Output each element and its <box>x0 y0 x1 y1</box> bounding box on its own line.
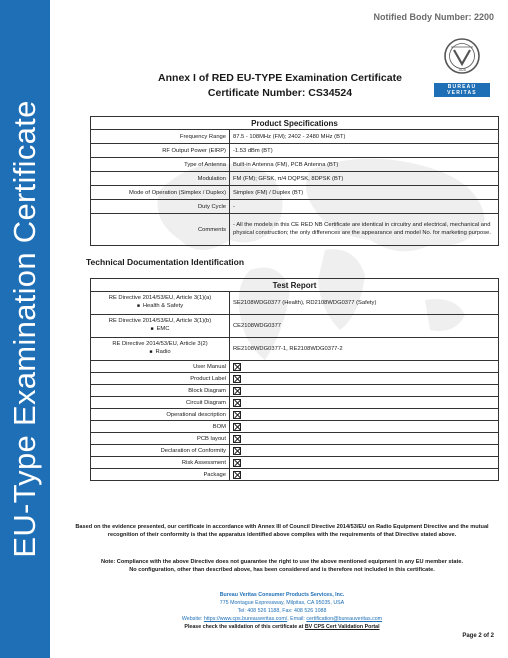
product-specifications-heading: Product Specifications <box>91 117 499 130</box>
validation-portal-link[interactable]: BV CPS Cert Validation Portal <box>304 623 380 630</box>
directive-cell <box>91 292 230 315</box>
checked-box-icon <box>233 411 241 419</box>
table-row <box>91 457 499 469</box>
notified-body-number: Notified Body Number: 2200 <box>373 12 494 22</box>
conformity-statement <box>62 523 502 539</box>
footer: Bureau Veritas Consumer Products Services, Inc. 775 Montague Expressway, Milpitas, CA 95035, USA Tel: 408 526 1188, Fax: 408 526 1088 Website: https://www.cps.bureauveritas.com/, Email: certification@bureauveritas.com Please check the validation of this certificate at BV CPS Cert Validation Portal <box>62 592 502 632</box>
checked-box-icon <box>233 459 241 467</box>
table-row <box>91 445 499 457</box>
spec-label: Type of Antenna <box>91 158 230 172</box>
compliance-note <box>62 558 502 574</box>
website-label: Website: <box>181 615 203 622</box>
table-row <box>91 385 499 397</box>
table-row <box>91 373 499 385</box>
spec-value: Simplex (FM) / Duplex (BT) <box>230 186 499 200</box>
website-link[interactable]: https://www.cps.bureauveritas.com/ <box>203 615 288 622</box>
bullet-icon: ■ <box>136 303 140 309</box>
side-title: EU-Type Examination Certificate <box>7 100 42 558</box>
spec-value: FM (FM); GFSK, π/4 DQPSK, 8DPSK (BT) <box>230 172 499 186</box>
directive-text: RE Directive 2014/53/EU, Article 3(1)(a) <box>108 295 212 302</box>
technical-documentation-heading: Technical Documentation Identification <box>86 257 245 267</box>
company-name: Bureau Veritas Consumer Products Services, Inc. <box>219 592 345 598</box>
table-row <box>91 172 499 186</box>
checked-box-icon <box>233 471 241 479</box>
certificate-number: Certificate Number: CS34524 <box>207 87 353 99</box>
email-link[interactable]: certification@bureauveritas.com <box>306 615 383 622</box>
report-number: CE2108WDG0377 <box>230 315 499 338</box>
document-label: Risk Assessment <box>91 457 230 469</box>
table-row <box>91 338 499 361</box>
table-row <box>91 361 499 373</box>
table-row <box>91 292 499 315</box>
document-label: Block Diagram <box>91 385 230 397</box>
directive-scope: Radio <box>155 349 171 355</box>
document-label: PCB layout <box>91 433 230 445</box>
document-label: BOM <box>91 421 230 433</box>
conformity-line: Based on the evidence presented, our certificate in accordance with Annex III of Council Directive 2014/53/EU on Radio Equipment Directive and the mutual <box>75 524 489 530</box>
spec-label: Duty Cycle <box>91 200 230 214</box>
table-row <box>91 397 499 409</box>
table-row <box>91 315 499 338</box>
table-row <box>91 158 499 172</box>
note-line: No configuration, other than described above, has been considered and is therefore not included in this certificate. <box>129 567 435 574</box>
spec-value: 87.5 - 108MHz (FM); 2402 - 2480 MHz (BT) <box>230 130 499 144</box>
checked-box-icon <box>233 387 241 395</box>
product-specifications-table <box>90 116 499 246</box>
document-label: User Manual <box>91 361 230 373</box>
checked-box-icon <box>233 423 241 431</box>
report-number: RE2108WDG0377-1, RE2108WDG0377-2 <box>230 338 499 361</box>
document-label: Operational description <box>91 409 230 421</box>
table-row <box>91 130 499 144</box>
document-label: Package <box>91 469 230 481</box>
table-row <box>91 186 499 200</box>
directive-text: RE Directive 2014/53/EU, Article 3(2) <box>112 341 208 348</box>
annex-title: Annex I of RED EU-TYPE Examination Certificate <box>158 72 402 84</box>
email-label: Email: <box>290 615 305 622</box>
directive-cell <box>91 338 230 361</box>
page-number: Page 2 of 2 <box>462 633 494 639</box>
test-report-table <box>90 278 499 481</box>
spec-label: RF Output Power (EIRP) <box>91 144 230 158</box>
company-address: 775 Montague Expressway, Milpitas, CA 95035, USA <box>219 599 345 606</box>
spec-value: - All the models in this CE RED NB Certificate are identical in circuitry and electrical, mechanical and physical construction; the only differences are the appearance and model No. for marketing purpose. <box>230 214 499 246</box>
spec-label: Frequency Range <box>91 130 230 144</box>
bullet-icon: ■ <box>150 326 154 332</box>
note-line: Note: Compliance with the above Directive does not guarantee the right to use the above mentioned equipment in any EU member state. <box>100 559 464 565</box>
table-row <box>91 144 499 158</box>
checked-box-icon <box>233 435 241 443</box>
checked-box-icon <box>233 363 241 371</box>
directive-scope: Health & Safety <box>142 303 184 309</box>
document-label: Declaration of Conformity <box>91 445 230 457</box>
report-number: SE2108WDG0377 (Health), RD2108WDG0377 (Safety) <box>230 292 499 315</box>
validation-text: Please check the validation of this certificate at <box>184 623 304 630</box>
table-row <box>91 421 499 433</box>
spec-value: -1.53 dBm (BT) <box>230 144 499 158</box>
document-label: Product Label <box>91 373 230 385</box>
spec-label: Mode of Operation (Simplex / Duplex) <box>91 186 230 200</box>
spec-label: Comments <box>91 214 230 246</box>
logo-year: 1828 <box>458 68 466 72</box>
table-row <box>91 214 499 246</box>
checked-box-icon <box>233 399 241 407</box>
conformity-line: recognition of their conformity is that the apparatus identified above complies with the requirements of that Directive stated above. <box>107 532 457 539</box>
checked-box-icon <box>233 375 241 383</box>
table-row <box>91 409 499 421</box>
veritas-seal-icon <box>434 36 490 76</box>
directive-scope: EMC <box>156 326 170 332</box>
table-row <box>91 200 499 214</box>
company-phone: Tel: 408 526 1188, Fax: 408 526 1088 <box>237 607 327 614</box>
logo-brand: BUREAU VERITAS <box>434 83 490 97</box>
directive-text: RE Directive 2014/53/EU, Article 3(1)(b) <box>108 318 212 325</box>
side-banner <box>0 0 50 658</box>
spec-value: Built-in Antenna (FM), PCB Antenna (BT) <box>230 158 499 172</box>
table-row <box>91 433 499 445</box>
test-report-heading: Test Report <box>91 279 499 292</box>
spec-label: Modulation <box>91 172 230 186</box>
document-label: Circuit Diagram <box>91 397 230 409</box>
bullet-icon: ■ <box>149 349 153 355</box>
table-row <box>91 469 499 481</box>
directive-cell <box>91 315 230 338</box>
spec-value: - <box>230 200 499 214</box>
checked-box-icon <box>233 447 241 455</box>
